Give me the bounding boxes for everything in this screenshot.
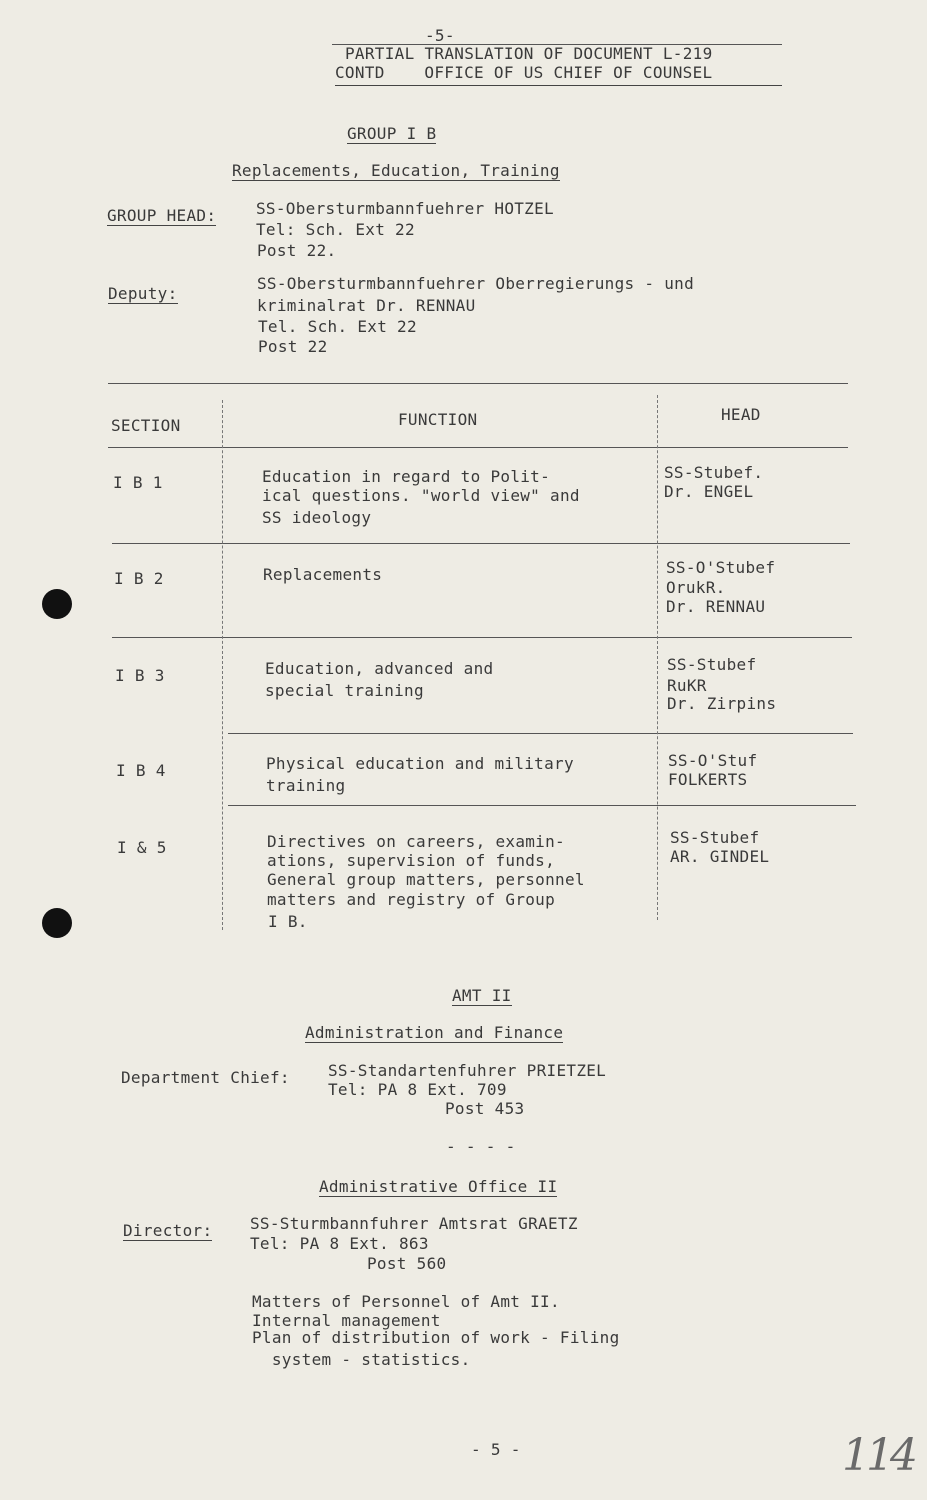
row-1-head-2: Dr. ENGEL (664, 482, 754, 501)
office-duty-1: Matters of Personnel of Amt II. (252, 1292, 560, 1311)
header-line-2: CONTD OFFICE OF US CHIEF OF COUNSEL (335, 63, 782, 86)
page-marker-top: -5- (425, 26, 455, 45)
deputy-line-4: Post 22 (258, 337, 328, 356)
row-5-function-5: I B. (268, 912, 308, 931)
office-director-label: Director: (123, 1221, 213, 1240)
office-director-line-1: SS-Sturmbannfuhrer Amtsrat GRAETZ (250, 1214, 578, 1233)
row-1-section: I B 1 (113, 473, 163, 492)
row-3-function-1: Education, advanced and (265, 659, 494, 678)
office-director-line-3: Post 560 (367, 1254, 447, 1273)
handwritten-page-number: 114 (842, 1430, 914, 1481)
row-5-function-2: ations, supervision of funds, (267, 851, 556, 870)
office-duty-3: Plan of distribution of work - Filing (252, 1328, 620, 1347)
table-divider-1 (222, 400, 223, 930)
row-2-function-1: Replacements (263, 565, 383, 584)
row-4-section: I B 4 (116, 761, 166, 780)
office-director-line-2: Tel: PA 8 Ext. 863 (250, 1234, 429, 1253)
group-head-label: GROUP HEAD: (107, 206, 217, 225)
row-2-head-3: Dr. RENNAU (666, 597, 766, 616)
row-4-function-1: Physical education and military (266, 754, 574, 773)
office-duty-2: Internal management (252, 1311, 441, 1330)
header-line-1: PARTIAL TRANSLATION OF DOCUMENT L-219 (345, 44, 713, 63)
office-duty-4: system - statistics. (252, 1350, 471, 1369)
amt-separator: - - - - (446, 1137, 516, 1156)
table-rule-top (108, 383, 848, 384)
table-rule-header (108, 447, 848, 448)
row-5-head-2: AR. GINDEL (670, 847, 770, 866)
group-head-line-1: SS-Obersturmbannfuehrer HOTZEL (256, 199, 554, 218)
row-1-function-2: ical questions. "world view" and (262, 486, 580, 505)
group-head-line-3: Post 22. (257, 241, 337, 260)
table-header-head: HEAD (721, 405, 761, 424)
table-rule-row-3 (228, 733, 853, 734)
deputy-line-3: Tel. Sch. Ext 22 (258, 317, 417, 336)
deputy-line-2: kriminalrat Dr. RENNAU (257, 296, 476, 315)
deputy-label: Deputy: (108, 284, 178, 303)
deputy-line-1: SS-Obersturmbannfuehrer Oberregierungs - und (257, 274, 695, 293)
punch-hole-bottom (42, 908, 72, 938)
table-divider-2 (657, 395, 658, 920)
table-rule-row-2 (112, 637, 852, 638)
row-5-head-1: SS-Stubef (670, 828, 760, 847)
row-3-section: I B 3 (115, 666, 165, 685)
row-2-head-1: SS-O'Stubef (666, 558, 776, 577)
row-5-function-4: matters and registry of Group (267, 890, 556, 909)
row-4-head-1: SS-O'Stuf (668, 751, 758, 770)
amt-title: AMT II (452, 986, 512, 1005)
group-subtitle: Replacements, Education, Training (232, 161, 560, 180)
page-number: - 5 - (471, 1440, 521, 1459)
row-1-function-1: Education in regard to Polit- (262, 467, 551, 486)
group-head-line-2: Tel: Sch. Ext 22 (256, 220, 415, 239)
group-title: GROUP I B (347, 124, 437, 143)
row-2-head-2: OrukR. (666, 578, 726, 597)
row-5-section: I & 5 (117, 838, 167, 857)
table-rule-row-4 (228, 805, 856, 806)
amt-chief-line-3: Post 453 (445, 1099, 525, 1118)
row-3-function-2: special training (265, 681, 424, 700)
amt-chief-line-2: Tel: PA 8 Ext. 709 (328, 1080, 507, 1099)
row-5-function-3: General group matters, personnel (267, 870, 585, 889)
row-4-head-2: FOLKERTS (668, 770, 748, 789)
row-1-function-3: SS ideology (262, 508, 372, 527)
office-title: Administrative Office II (319, 1177, 558, 1196)
amt-subtitle: Administration and Finance (305, 1023, 564, 1042)
row-1-head-1: SS-Stubef. (664, 463, 764, 482)
punch-hole-top (42, 589, 72, 619)
row-3-head-2: RuKR (667, 676, 707, 695)
amt-chief-label: Department Chief: (121, 1068, 290, 1087)
row-2-section: I B 2 (114, 569, 164, 588)
amt-chief-line-1: SS-Standartenfuhrer PRIETZEL (328, 1061, 607, 1080)
row-3-head-1: SS-Stubef (667, 655, 757, 674)
row-5-function-1: Directives on careers, examin- (267, 832, 565, 851)
table-header-section: SECTION (111, 416, 181, 435)
table-header-function: FUNCTION (398, 410, 478, 429)
row-4-function-2: training (266, 776, 346, 795)
row-3-head-3: Dr. Zirpins (667, 694, 777, 713)
